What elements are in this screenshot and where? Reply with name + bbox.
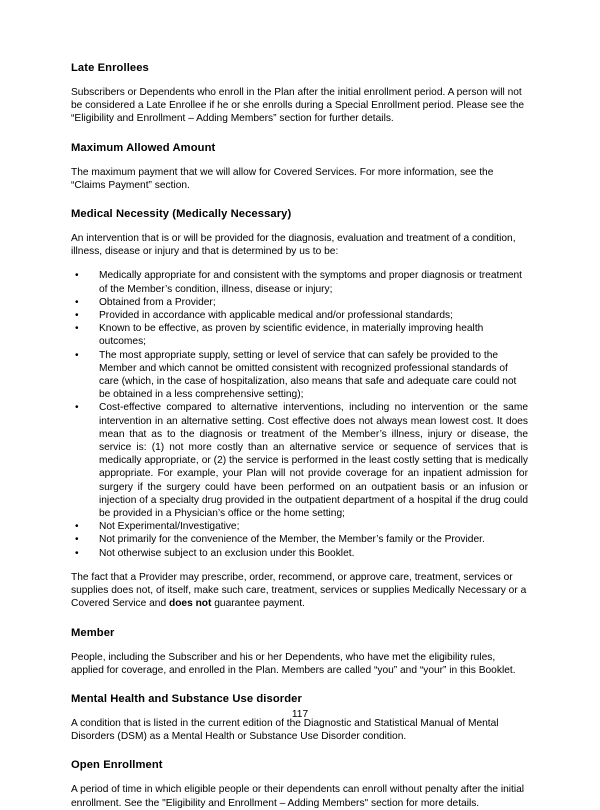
list-item	[71, 322, 528, 348]
paragraph-maximum-allowed-amount: The maximum payment that we will allow for Covered Services. For more information, see the “Claims Payment” section.	[71, 166, 494, 191]
spacer	[71, 75, 528, 86]
list-item	[71, 533, 528, 546]
page-number: 117	[291, 709, 309, 720]
list-item	[71, 309, 528, 322]
list-item-text: Not primarily for the convenience of the Member, the Member’s family or the Provider.	[99, 534, 485, 546]
list-item	[71, 547, 528, 560]
list-item-text: Provided in accordance with applicable medical and/or professional standards;	[99, 310, 453, 322]
spacer	[71, 126, 528, 141]
list-item	[71, 296, 528, 309]
heading-open-enrollment: Open Enrollment	[71, 759, 163, 772]
list-item-text: Obtained from a Provider;	[99, 296, 216, 308]
closing-text-bold: does not	[168, 598, 212, 610]
paragraph-member: People, including the Subscriber and his or her Dependents, who have met the eligibility rules, applied for coverage, and enrolled in the Plan. Members are called “you” and “your” in this Booklet.	[71, 651, 516, 676]
list-item-text: Not Experimental/Investigative;	[99, 521, 240, 533]
heading-mental-health-substance-use-disorder: Mental Health and Substance Use disorder	[71, 692, 302, 705]
spacer	[71, 611, 528, 626]
list-item-text: Medically appropriate for and consistent with the symptoms and proper diagnosis or treatment of the Member’s condition, illness, disease or injury;	[99, 270, 522, 295]
paragraph-mental-health-substance-use-disorder: A condition that is listed in the current edition of the Diagnostic and Statistical Manual of Mental Disorders (DSM) as a Mental Health or Substance Use Disorder condition.	[71, 717, 499, 743]
paragraph-medical-necessity-intro: An intervention that is or will be provided for the diagnosis, evaluation and treatment of a condition, illness, disease or injury and that is determined by us to be:	[71, 233, 516, 258]
spacer	[71, 258, 528, 269]
heading-medical-necessity: Medical Necessity (Medically Necessary)	[71, 208, 292, 221]
spacer	[71, 560, 528, 571]
page-content	[71, 61, 528, 810]
list-item-text: Known to be effective, as proven by scientific evidence, in materially improving health outcomes;	[99, 323, 484, 348]
heading-maximum-allowed-amount: Maximum Allowed Amount	[71, 141, 216, 154]
heading-member: Member	[71, 626, 115, 639]
spacer	[71, 155, 528, 166]
list-item	[71, 269, 528, 295]
list-item	[71, 401, 528, 520]
spacer	[71, 772, 528, 783]
closing-text-before-bold: The fact that a Provider may prescribe, order, recommend, or approve care, treatment, services or supplies does not, of itself, make such care, treatment, services or supplies Medically Necessary or a Covered Service and	[71, 571, 527, 610]
medical-necessity-bullet-list	[71, 269, 528, 559]
closing-text-after-bold: guarantee payment.	[211, 598, 305, 610]
heading-late-enrollees: Late Enrollees	[71, 62, 149, 74]
paragraph-late-enrollees: Subscribers or Dependents who enroll in the Plan after the initial enrollment period. A person will not be considered a Late Enrollee if he or she enrolls during a Special Enrollment period. Please see the “Eligibility and Enrollment – Adding Members” section for further details.	[71, 87, 525, 125]
spacer	[71, 192, 528, 207]
list-item	[71, 349, 528, 402]
spacer	[71, 221, 528, 232]
list-item-text: • Cost-effective compared to alternative interventions, including no intervention or the same intervention in an alternative setting. Cost effective does not always mean lowest cost. It does mean that as to the diagnosis or treatment of the Member’s illness, injury or disease, the service is: (1) not more costly than an alternative service or sequence of services that is medically appropriate, or (2) the service is performed in the least costly setting that is medically appropriate. For example, your Plan will not provide coverage for an inpatient admission for surgery if the surgery could have been performed on an outpatient basis or an infusion or injection of a specialty drug provided in the outpatient department of a hospital if the drug could be provided in a Physician’s office or the home setting;	[99, 402, 528, 520]
list-item	[71, 520, 528, 533]
list-item-text: Not otherwise subject to an exclusion under this Booklet.	[99, 547, 355, 559]
list-item-text: The most appropriate supply, setting or level of service that can safely be provided to the Member and which cannot be omitted consistent with recognized professional standards of care (which, in the case of hospitalization, also means that safe and adequate care could not be obtained in a less comprehensive setting);	[99, 349, 517, 401]
spacer	[71, 640, 528, 651]
paragraph-medical-necessity-closing	[71, 571, 528, 611]
paragraph-open-enrollment: A period of time in which eligible people or their dependents can enroll without penalty after the initial enrollment. See the "Eligibility and Enrollment – Adding Members" section for more details.	[71, 784, 525, 809]
spacer	[71, 743, 528, 758]
spacer	[71, 677, 528, 692]
